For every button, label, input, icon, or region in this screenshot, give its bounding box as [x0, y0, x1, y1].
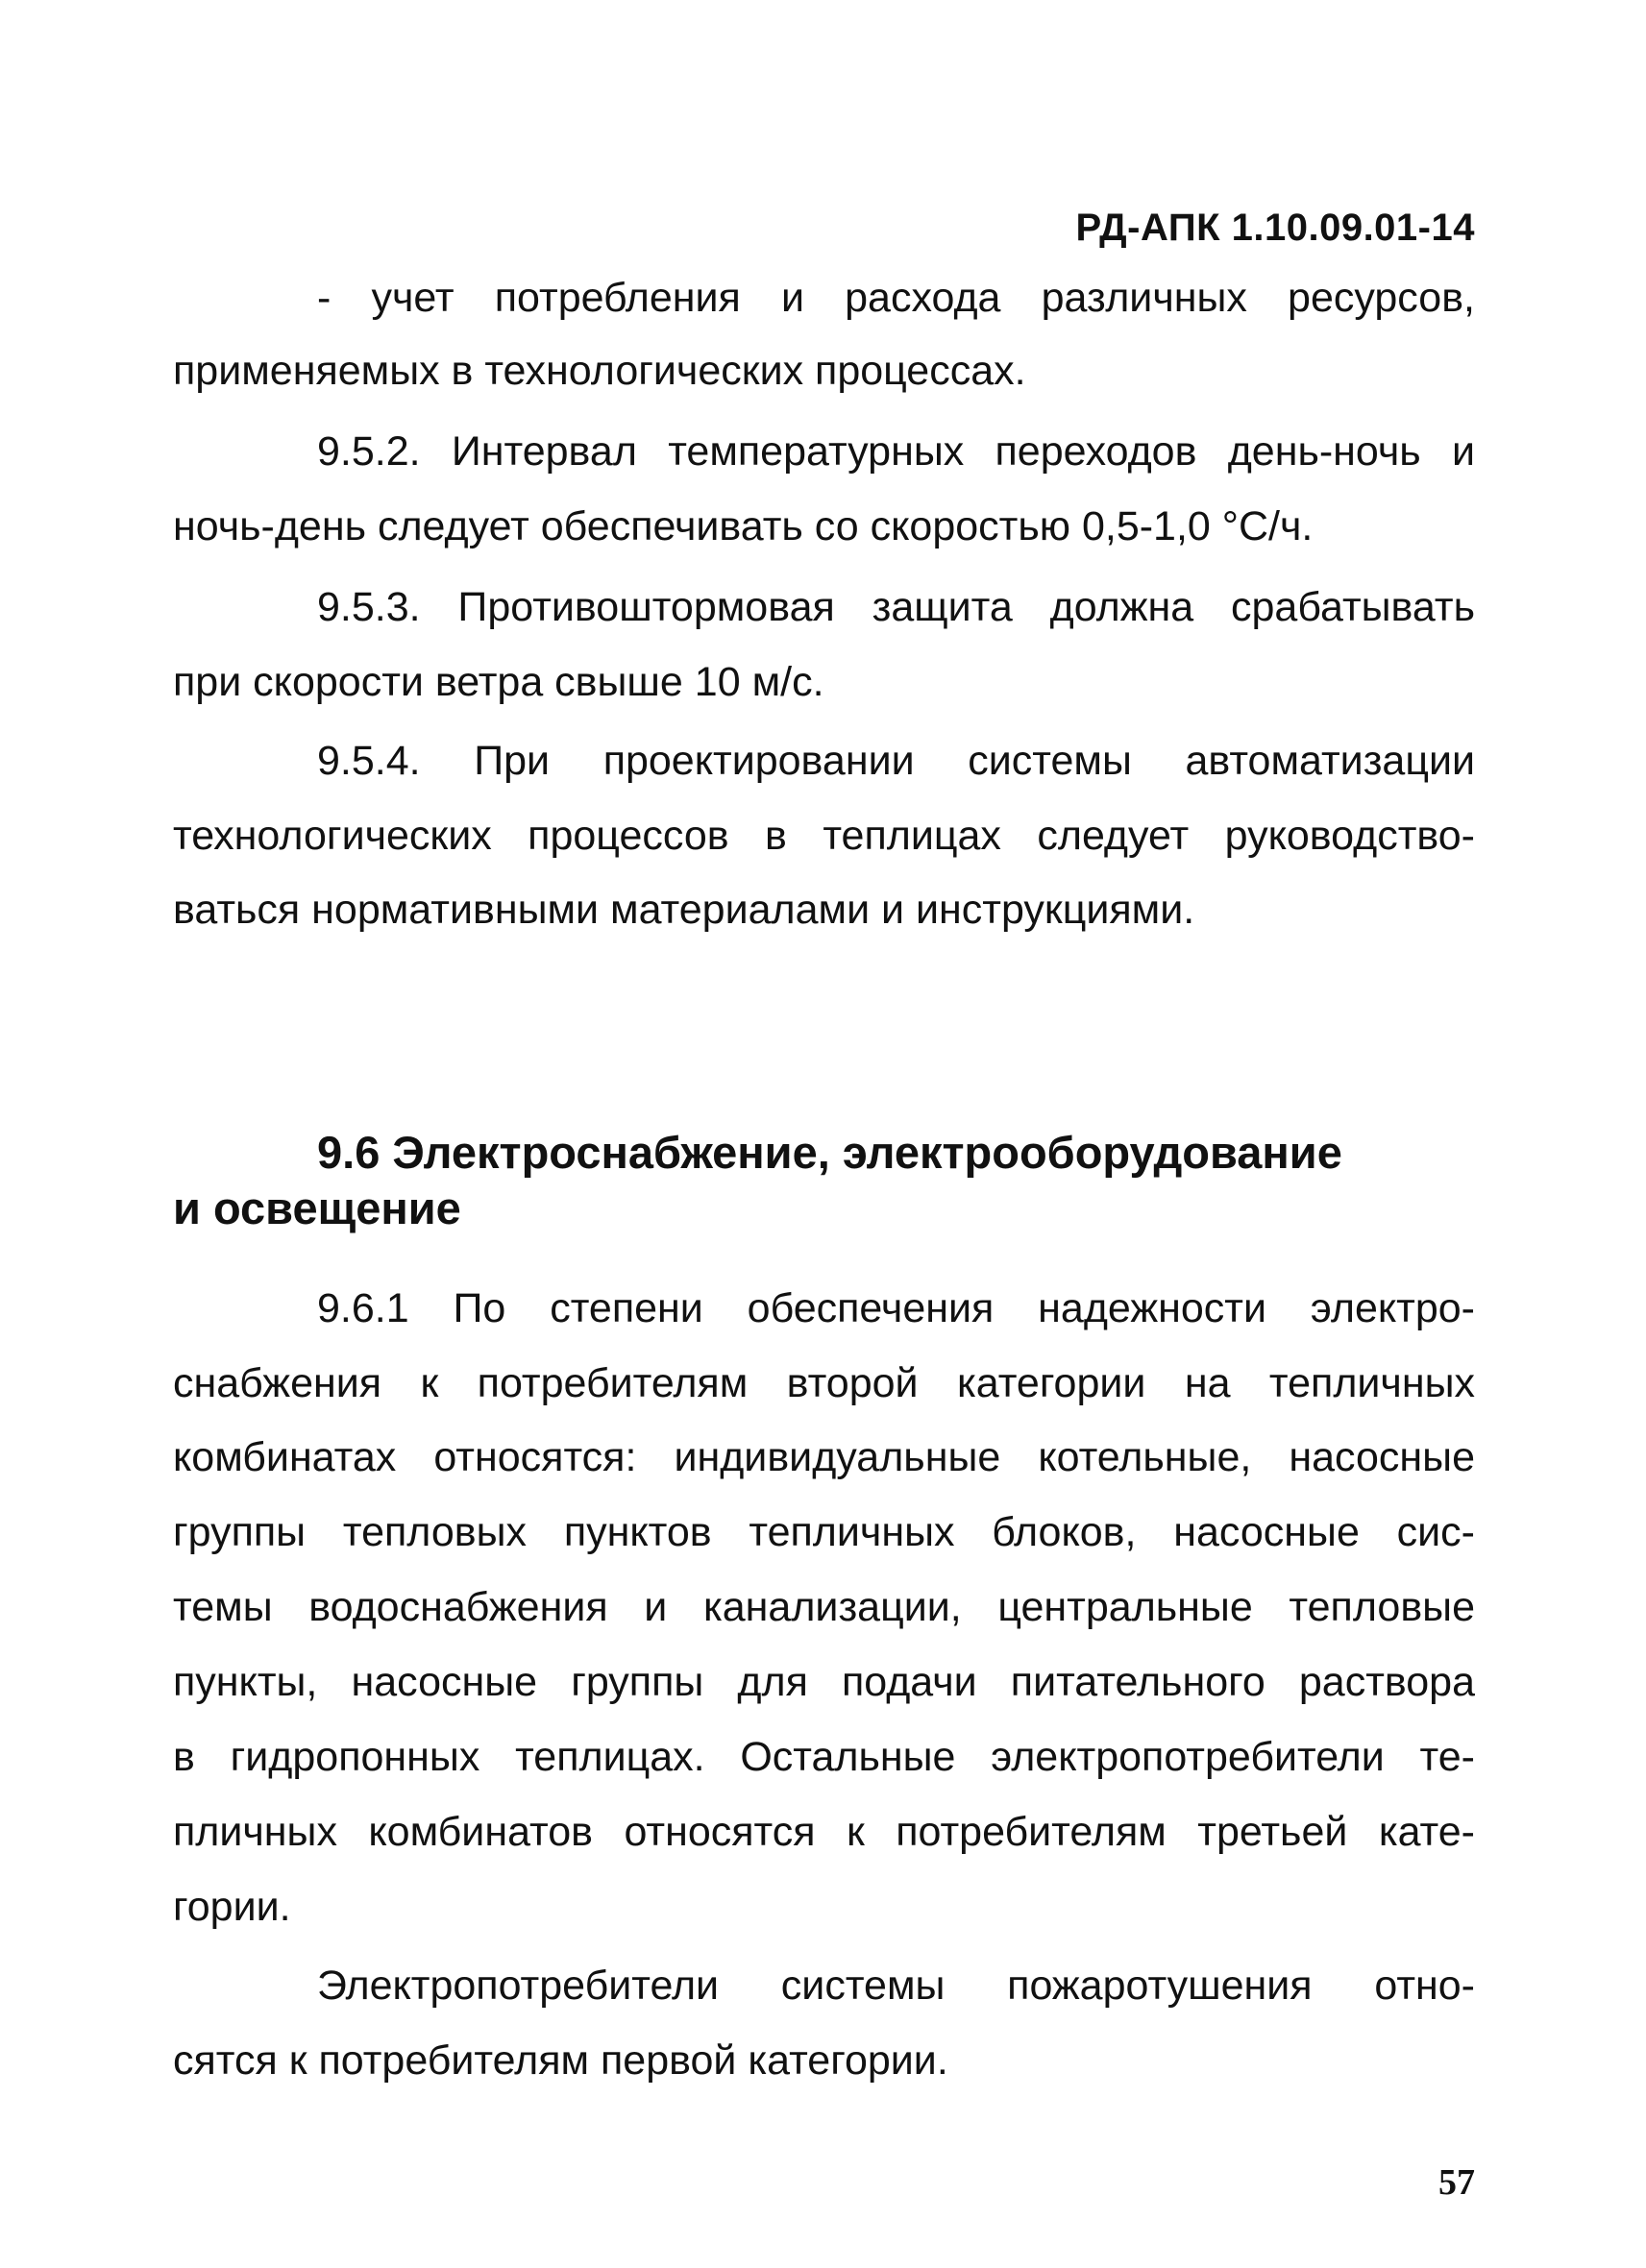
text-line: пункты, насосные группы для подачи питательного раствора — [173, 1659, 1475, 1705]
text-line: 9.6.1 По степени обеспечения надежности электро- — [317, 1285, 1475, 1331]
section-heading: и освещение — [173, 1183, 461, 1233]
text-line: технологических процессов в теплицах следует руководство- — [173, 813, 1475, 859]
section-heading: 9.6 Электроснабжение, электрооборудование — [317, 1127, 1342, 1178]
document-page — [173, 0, 1475, 2268]
text-line: в гидропонных теплицах. Остальные электропотребители те- — [173, 1734, 1475, 1780]
text-line: Электропотребители системы пожаротушения отно- — [317, 1963, 1475, 2009]
text-line: ночь-день следует обеспечивать со скоростью 0,5-1,0 °С/ч. — [173, 503, 1314, 549]
text-line: при скорости ветра свыше 10 м/с. — [173, 659, 824, 705]
text-line: темы водоснабжения и канализации, центральные тепловые — [173, 1584, 1475, 1630]
text-line: 9.5.2. Интервал температурных переходов день-ночь и — [317, 428, 1475, 475]
text-line: применяемых в технологических процессах. — [173, 348, 1026, 394]
page-number: 57 — [1438, 2162, 1475, 2203]
document-code: РД-АПК 1.10.09.01-14 — [1075, 207, 1475, 249]
text-line: комбинатах относятся: индивидуальные котельные, насосные — [173, 1434, 1475, 1480]
text-line: снабжения к потребителям второй категории на тепличных — [173, 1360, 1475, 1406]
text-line: сятся к потребителям первой категории. — [173, 2037, 948, 2084]
text-line: 9.5.3. Противоштормовая защита должна срабатывать — [317, 584, 1475, 630]
text-line: гории. — [173, 1884, 291, 1930]
text-line: ваться нормативными материалами и инструкциями. — [173, 887, 1195, 933]
text-line: 9.5.4. При проектировании системы автоматизации — [317, 738, 1475, 784]
text-line: - учет потребления и расхода различных ресурсов, — [317, 275, 1475, 321]
text-line: пличных комбинатов относятся к потребителям третьей кате- — [173, 1809, 1475, 1855]
text-line: группы тепловых пунктов тепличных блоков, насосные сис- — [173, 1509, 1475, 1555]
